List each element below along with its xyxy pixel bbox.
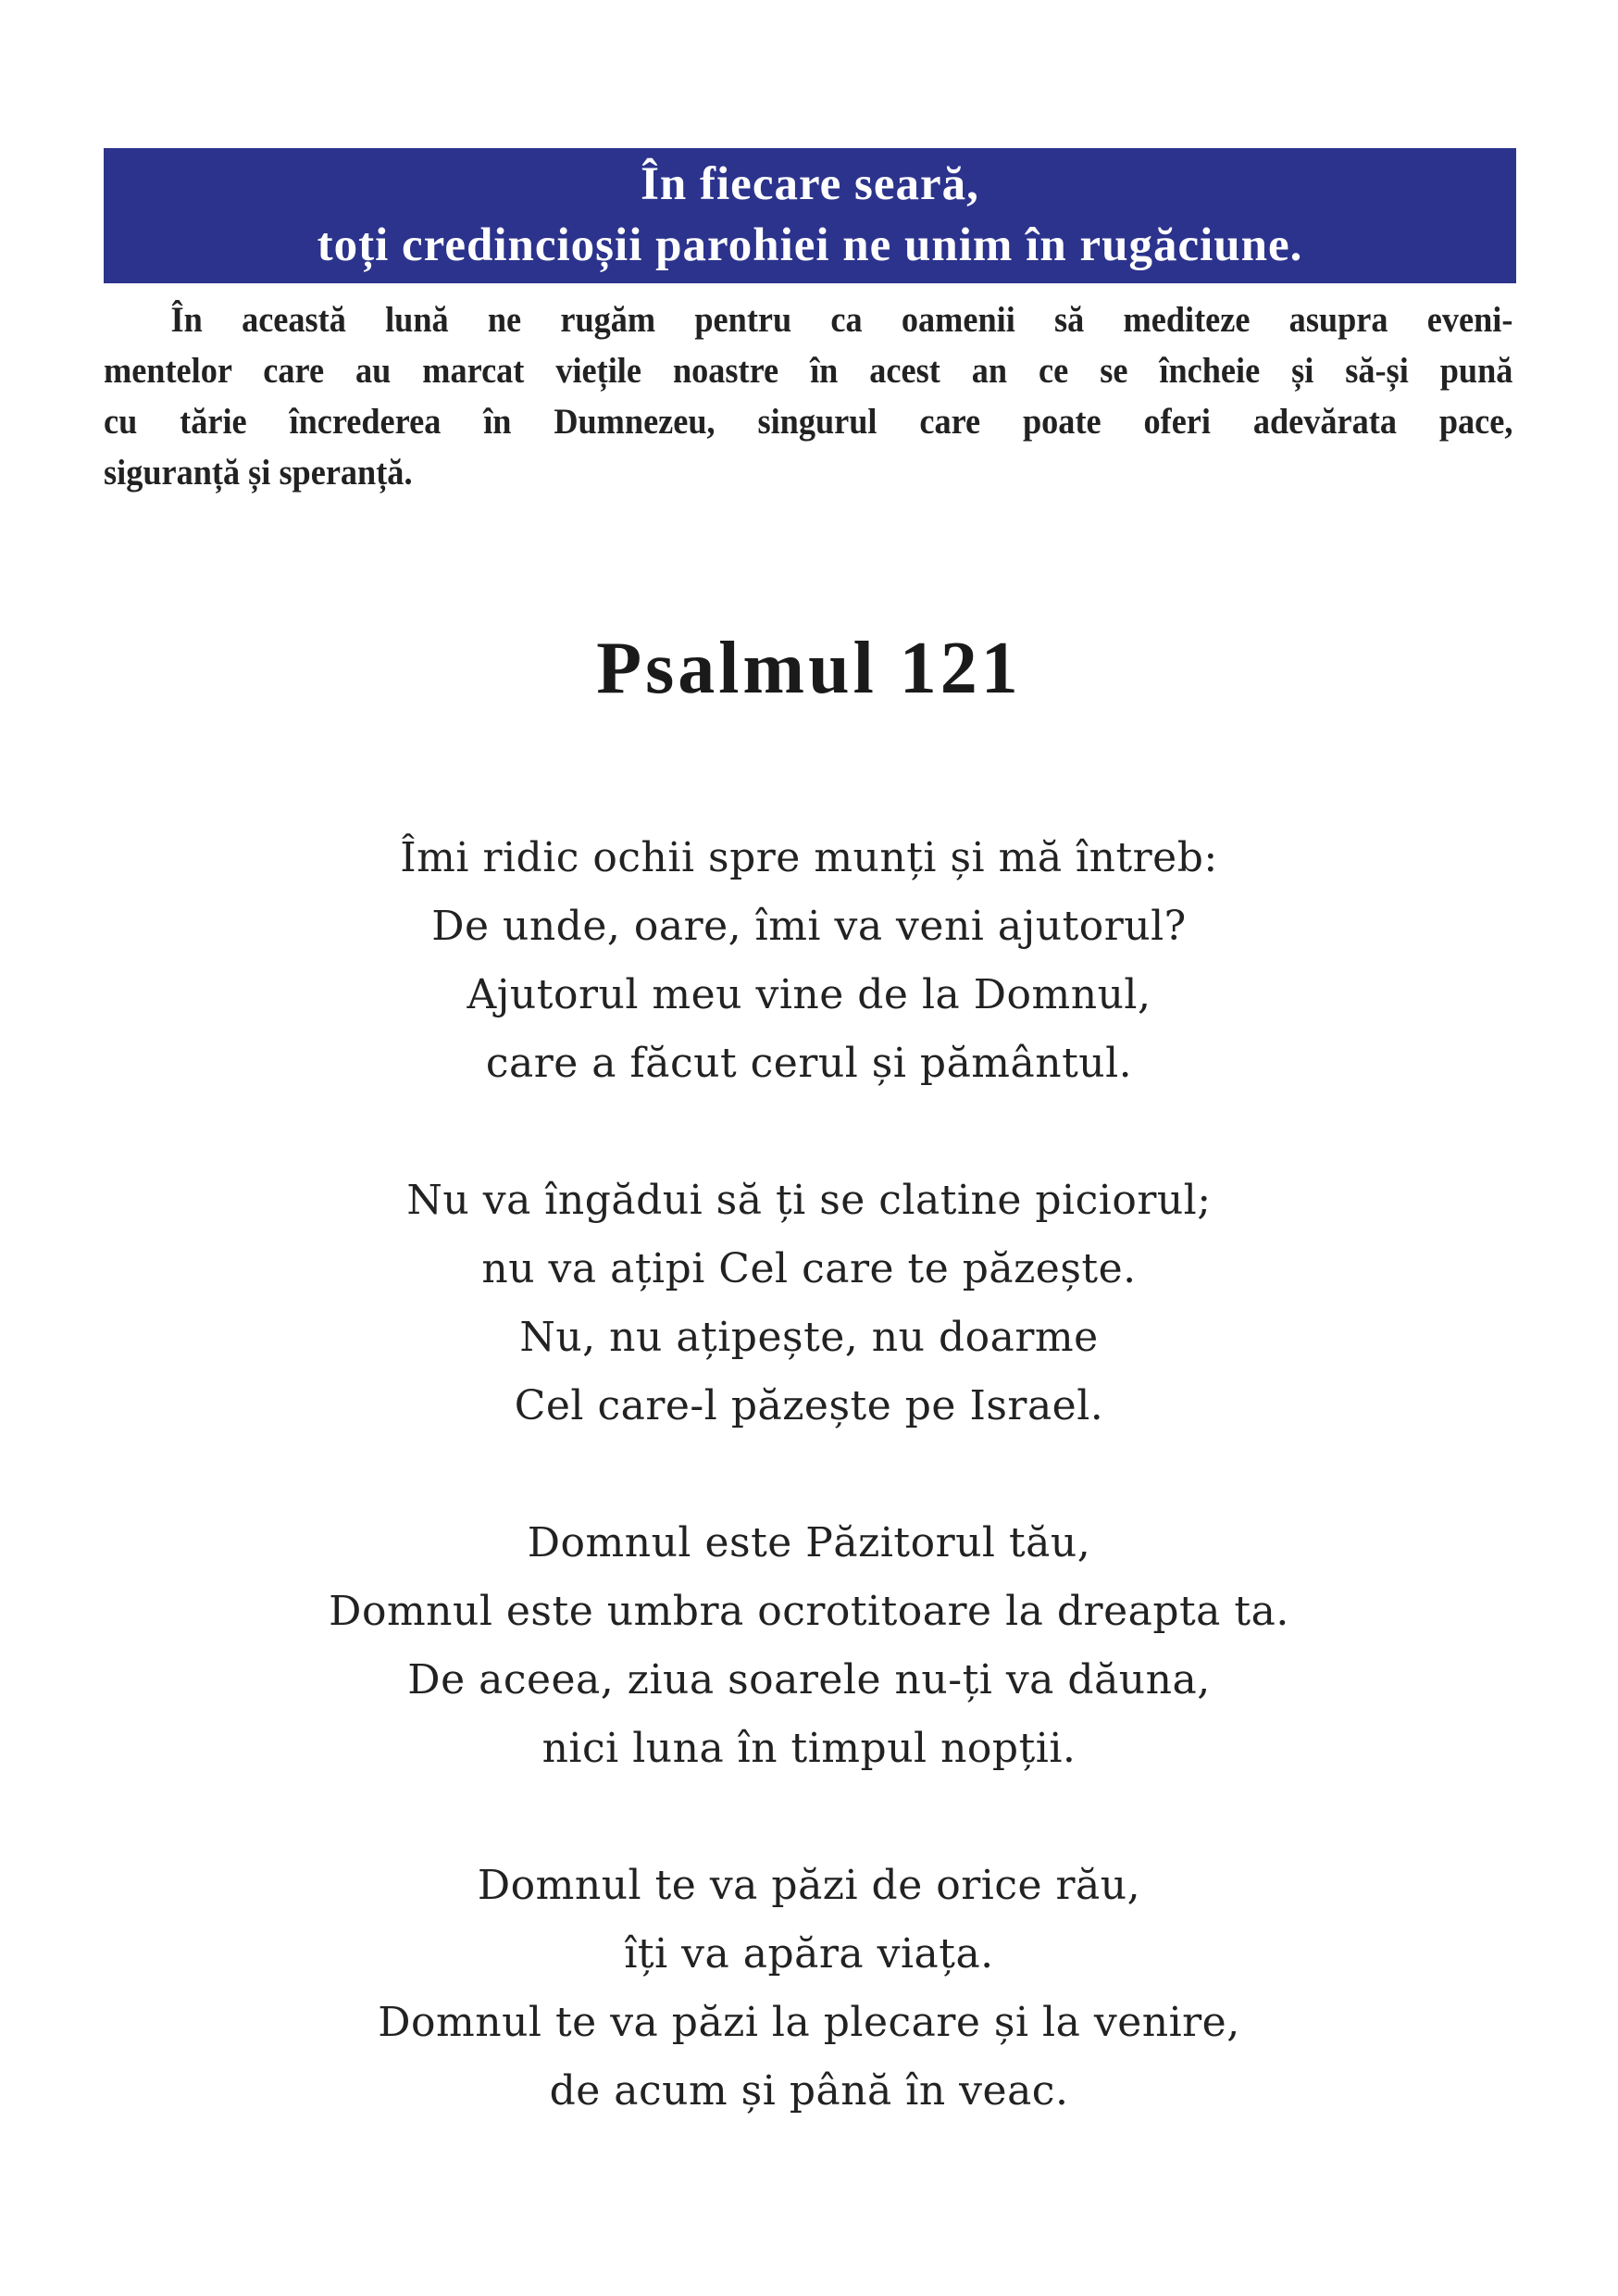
banner-line-1: În fiecare seară, xyxy=(641,158,979,210)
verse-line: Nu va îngădui să ți se clatine piciorul; xyxy=(406,1177,1212,1224)
verse-line: Nu, nu ațipește, nu doarme xyxy=(519,1314,1099,1361)
verse-line: de acum și până în veac. xyxy=(549,2067,1069,2115)
prayer-banner xyxy=(104,148,1516,283)
intro-paragraph xyxy=(104,294,1512,498)
psalm-stanza-3 xyxy=(0,1509,1618,1783)
verse-line: Domnul este umbra ocrotitoare la dreapta ta. xyxy=(329,1588,1289,1635)
verse-line: Cel care-l păzește pe Israel. xyxy=(514,1382,1104,1429)
verse-line: Îmi ridic ochii spre munți și mă întreb: xyxy=(400,834,1218,881)
psalm-body xyxy=(0,824,1618,2194)
verse-line: Domnul te va păzi de orice rău, xyxy=(477,1862,1141,1909)
verse-line: îți va apăra viața. xyxy=(624,1930,994,1978)
verse-line: care a făcut cerul și pământul. xyxy=(485,1040,1133,1087)
psalm-title: Psalmul 121 xyxy=(596,628,1022,709)
psalm-stanza-4 xyxy=(0,1852,1618,2126)
verse-line: Domnul este Păzitorul tău, xyxy=(527,1519,1091,1566)
verse-line: Domnul te va păzi la plecare și la venire, xyxy=(378,1999,1240,2046)
verse-line: Ajutorul meu vine de la Domnul, xyxy=(467,971,1151,1018)
banner-line-2: toți credincioșii parohiei ne unim în rugăciune. xyxy=(317,219,1303,271)
intro-line: siguranță și speranță. xyxy=(104,453,413,493)
psalm-stanza-2 xyxy=(0,1167,1618,1441)
intro-line: cu tărie încrederea în Dumnezeu, singurul care poate oferi adevărata pace, xyxy=(104,402,1513,442)
intro-line: În această lună ne rugăm pentru ca oamenii să mediteze asupra eveni- xyxy=(170,300,1513,340)
verse-line: nu va ațipi Cel care te păzește. xyxy=(481,1245,1137,1292)
psalm-stanza-1 xyxy=(0,824,1618,1098)
verse-line: De unde, oare, îmi va veni ajutorul? xyxy=(431,903,1187,950)
verse-line: De aceea, ziua soarele nu-ți va dăuna, xyxy=(407,1656,1211,1703)
intro-line: mentelor care au marcat viețile noastre în acest an ce se încheie și să-și pună xyxy=(104,351,1513,391)
verse-line: nici luna în timpul nopții. xyxy=(541,1725,1077,1772)
